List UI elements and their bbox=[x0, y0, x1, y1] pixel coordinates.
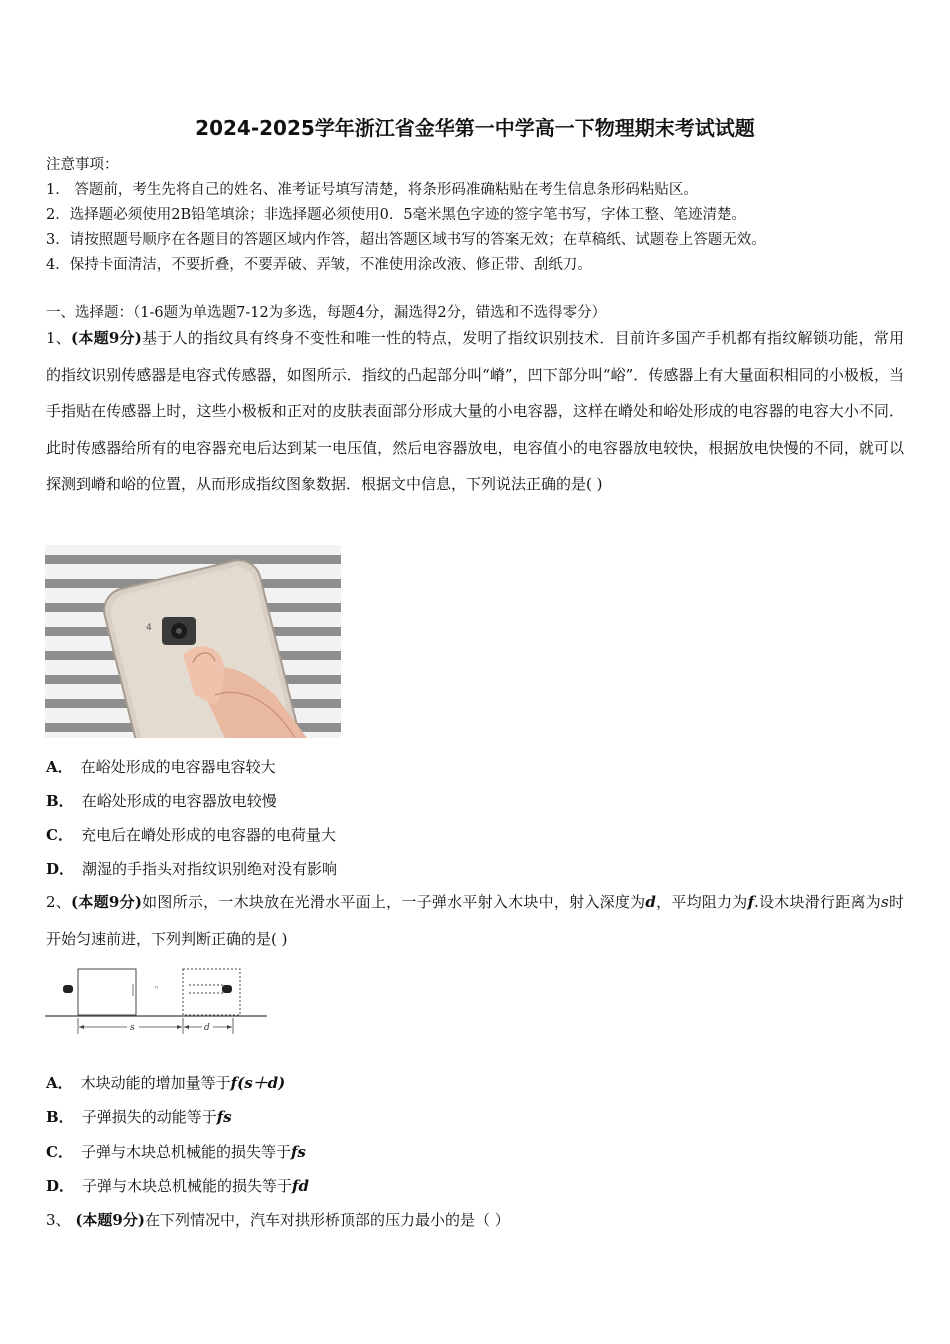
question-text: ，平均阻力为 bbox=[655, 893, 748, 911]
question-number: 2、 bbox=[46, 893, 72, 911]
notice-heading: 注意事项： bbox=[46, 157, 119, 173]
question-number: 1、 bbox=[46, 329, 72, 347]
question-score: (本题9分) bbox=[71, 893, 142, 911]
option bbox=[46, 1175, 309, 1196]
option-label: B． bbox=[46, 792, 74, 810]
option bbox=[46, 1141, 306, 1162]
notice-item: 4．保持卡面清洁，不要折叠，不要弄破、弄皱，不准使用涂改液、修正带、刮纸刀。 bbox=[46, 257, 592, 273]
page-title: 2024-2025学年浙江省金华第一中学高一下物理期末考试试题 bbox=[195, 116, 755, 140]
distance-label-s: s bbox=[130, 1023, 135, 1033]
option-formula: fd bbox=[292, 1177, 309, 1195]
svg-text:4: 4 bbox=[146, 623, 152, 633]
option-text: 子弹损失的动能等于 bbox=[81, 1108, 217, 1126]
option-text: 木块动能的增加量等于 bbox=[80, 1074, 231, 1092]
notice-item: 3．请按照题号顺序在各题目的答题区域内作答，超出答题区域书写的答案无效；在草稿纸、试题卷上答题无效。 bbox=[46, 232, 766, 248]
option bbox=[46, 858, 337, 879]
section-heading: 一、选择题：（1-6题为单选题7-12为多选，每题4分，漏选得2分，错选和不选得零分） bbox=[46, 305, 607, 321]
option-label: A． bbox=[46, 1074, 73, 1092]
option-label: C． bbox=[46, 1143, 73, 1161]
notice-item: 1． 答题前，考生先将自己的姓名、准考证号填写清楚，将条形码准确粘贴在考生信息条形码粘贴区。 bbox=[46, 182, 698, 198]
variable-f: f bbox=[747, 893, 755, 911]
option-text: 潮湿的手指头对指纹识别绝对没有影响 bbox=[82, 860, 338, 878]
question-text: 在下列情况中，汽车对拱形桥顶部的压力最小的是（ ） bbox=[144, 1211, 510, 1229]
option-label: A． bbox=[46, 758, 73, 776]
option-label: D． bbox=[46, 1177, 75, 1195]
question-text: 如图所示，一木块放在光滑水平面上，一子弹水平射入木块中，射入深度为 bbox=[141, 893, 646, 911]
svg-text:ⁿ: ⁿ bbox=[155, 984, 159, 993]
option-text: 在峪处形成的电容器放电较慢 bbox=[81, 792, 277, 810]
question-text: .设木块滑行距离为 bbox=[754, 893, 882, 911]
option-formula: fs bbox=[216, 1108, 232, 1126]
option bbox=[46, 1072, 285, 1093]
option-label: C． bbox=[46, 826, 73, 844]
question-1 bbox=[46, 320, 904, 503]
question-text: 基于人的指纹具有终身不变性和唯一性的特点，发明了指纹识别技术．目前许多国产手机都有指纹解锁功能，常用的指纹识别传感器是电容式传感器，如图所示．指纹的凸起部分叫“嵴”，凹下部分叫“峪”．传感器上有大量面积相同的小极板，当手指贴在传感器上时，这些小极板和正对的皮肤表面部分形成大量的小电容器，这样在嵴处和峪处形成的电容器的电容大小不同．此时传感器给所有的电容器充电后达到某一电压值，然后电容器放电，电容值小的电容器放电较快，根据放电快慢的不同，就可以探测到嵴和峪的位置，从而形成指纹图象数据．根据文中信息，下列说法正确的是( ) bbox=[46, 329, 904, 493]
question-2 bbox=[46, 884, 904, 957]
option bbox=[46, 824, 336, 845]
option-label: D． bbox=[46, 860, 75, 878]
fingerprint-phone-photo bbox=[45, 545, 341, 738]
question-number: 3、 bbox=[46, 1211, 71, 1229]
option-text: 充电后在嵴处形成的电容器的电荷量大 bbox=[80, 826, 336, 844]
notice-item: 2．选择题必须使用2B铅笔填涂；非选择题必须使用0．5毫米黑色字迹的签字笔书写，字体工整、笔迹清楚。 bbox=[46, 207, 747, 223]
distance-label-d: d bbox=[204, 1023, 210, 1033]
option-text: 子弹与木块总机械能的损失等于 bbox=[82, 1177, 293, 1195]
bullet-block-diagram bbox=[45, 966, 267, 1036]
option bbox=[46, 790, 277, 811]
option-label: B． bbox=[46, 1108, 74, 1126]
option bbox=[46, 756, 276, 777]
question-text: 时开始匀速前进，下列判断正确的是( ) bbox=[46, 893, 904, 948]
question-score: (本题9分) bbox=[71, 329, 142, 347]
variable-d: d bbox=[645, 893, 656, 911]
variable-s: s bbox=[881, 893, 889, 911]
option-text: 在峪处形成的电容器电容较大 bbox=[80, 758, 276, 776]
option-text: 子弹与木块总机械能的损失等于 bbox=[80, 1143, 291, 1161]
question-score: (本题9分) bbox=[75, 1211, 145, 1229]
option bbox=[46, 1106, 232, 1127]
question-3 bbox=[46, 1209, 510, 1230]
option-formula: f(s＋d) bbox=[230, 1074, 286, 1092]
option-formula: fs bbox=[290, 1143, 306, 1161]
